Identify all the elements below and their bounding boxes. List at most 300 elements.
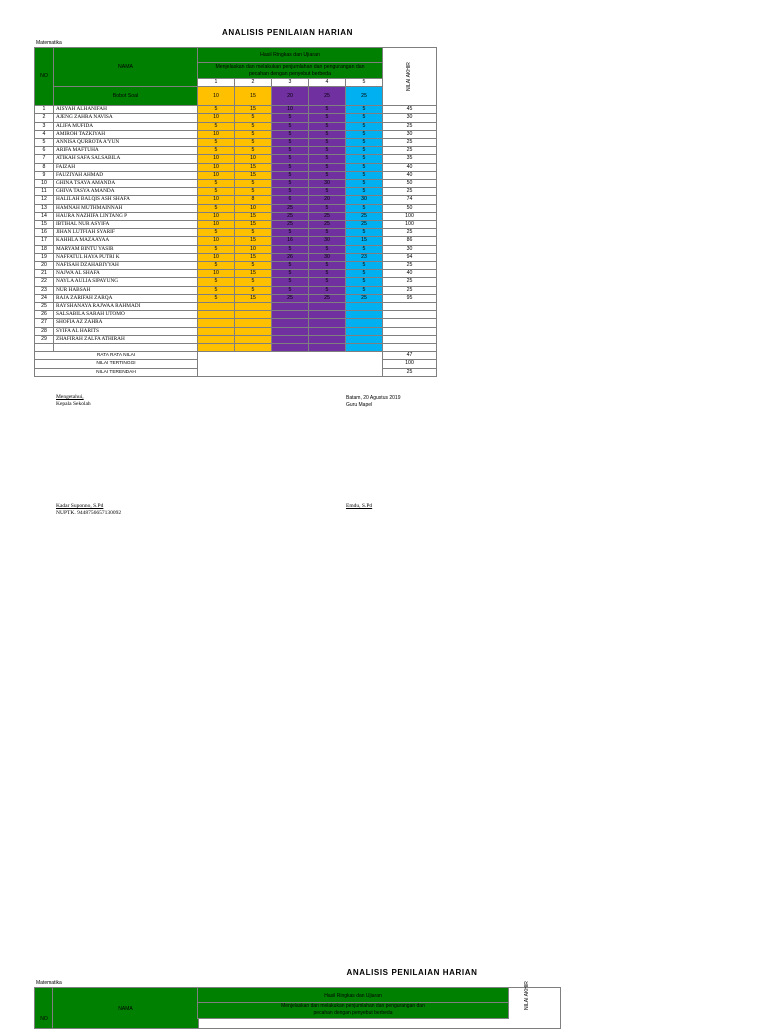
nilai-akhir: 40 xyxy=(383,270,437,278)
score-soal-3: 5 xyxy=(272,188,309,196)
nilai-akhir: 86 xyxy=(383,237,437,245)
score-soal-2: 15 xyxy=(235,163,272,171)
student-name: NAYLA AULIA SIPAYUNG xyxy=(54,278,198,286)
student-name: NAFFATUL HAYA PUTRI K xyxy=(54,253,198,261)
student-no: 29 xyxy=(35,335,54,343)
bobot-label: Bobot Soal xyxy=(54,87,198,106)
score-soal-5 xyxy=(346,327,383,335)
score-soal-2: 10 xyxy=(235,245,272,253)
score-soal-5: 5 xyxy=(346,262,383,270)
page2-subject: Matematika xyxy=(36,980,62,986)
score-soal-4: 5 xyxy=(309,262,346,270)
student-no: 8 xyxy=(35,163,54,171)
sig-left-block xyxy=(56,394,91,408)
page2-nama-header xyxy=(52,987,199,1029)
student-row xyxy=(35,180,437,188)
bobot-soal-2: 15 xyxy=(235,87,272,106)
score-soal-4: 5 xyxy=(309,114,346,122)
page2-no-header xyxy=(34,987,54,1029)
score-soal-4: 5 xyxy=(309,245,346,253)
score-soal-2: 15 xyxy=(235,294,272,302)
score-table xyxy=(34,47,437,377)
student-no: 13 xyxy=(35,204,54,212)
page2-kd-desc-line1: Menjelaskan dan melakukan penjumlahan dan pengurangan dan xyxy=(281,1003,425,1009)
student-no: 17 xyxy=(35,237,54,245)
student-row xyxy=(35,335,437,343)
student-row xyxy=(35,130,437,138)
summary-blank xyxy=(198,352,383,377)
page2-no-label: NO xyxy=(40,1016,48,1022)
score-soal-2: 5 xyxy=(235,229,272,237)
score-soal-2: 5 xyxy=(235,180,272,188)
score-soal-1: 5 xyxy=(198,180,235,188)
nilai-akhir: 25 xyxy=(383,278,437,286)
score-soal-2: 15 xyxy=(235,221,272,229)
score-soal-2: 15 xyxy=(235,212,272,220)
score-soal-1: 10 xyxy=(198,253,235,261)
summary-value: 47 xyxy=(383,352,437,360)
page-title: ANALISIS PENILAIAN HARIAN xyxy=(221,28,353,37)
sig-right-title: Guru Mapel xyxy=(346,402,373,408)
score-soal-3 xyxy=(272,303,309,311)
summary-label: NILAI TERTINGGI xyxy=(35,360,198,368)
score-soal-3: 5 xyxy=(272,130,309,138)
student-name: SALSABILA SARAH UTOMO xyxy=(54,311,198,319)
score-soal-4 xyxy=(309,303,346,311)
score-soal-1 xyxy=(198,303,235,311)
score-soal-2: 8 xyxy=(235,196,272,204)
score-soal-1: 5 xyxy=(198,262,235,270)
score-soal-2: 5 xyxy=(235,122,272,130)
score-soal-5 xyxy=(346,303,383,311)
student-name: JIHAN LUTFIAH SYARIF xyxy=(54,229,198,237)
score-soal-5: 5 xyxy=(346,180,383,188)
score-soal-2: 15 xyxy=(235,171,272,179)
student-row xyxy=(35,327,437,335)
spacer-row xyxy=(35,344,437,352)
summary-value: 100 xyxy=(383,360,437,368)
student-name: SHOFIA AZ ZAHRA xyxy=(54,319,198,327)
nilai-akhir: 25 xyxy=(383,188,437,196)
score-soal-1: 10 xyxy=(198,221,235,229)
page2-kd-header-text: Hasil Ringkas dan Ujiaran xyxy=(324,993,382,999)
nilai-akhir: 30 xyxy=(383,245,437,253)
nama-header: NAMA xyxy=(54,48,198,87)
student-row xyxy=(35,155,437,163)
student-row xyxy=(35,147,437,155)
score-soal-4: 5 xyxy=(309,106,346,114)
summary-label: NILAI TERENDAH xyxy=(35,368,198,376)
student-no: 3 xyxy=(35,122,54,130)
score-soal-1: 5 xyxy=(198,229,235,237)
student-row xyxy=(35,270,437,278)
score-soal-4: 30 xyxy=(309,253,346,261)
kd-desc-line2: pecahan dengan penyebut berbeda xyxy=(249,70,331,77)
student-no: 6 xyxy=(35,147,54,155)
score-soal-5: 5 xyxy=(346,114,383,122)
score-soal-5: 5 xyxy=(346,286,383,294)
student-name: HALILAH BALQIS ASH SHAFA xyxy=(54,196,198,204)
score-soal-1 xyxy=(198,311,235,319)
score-soal-5: 25 xyxy=(346,294,383,302)
nilai-akhir: 25 xyxy=(383,286,437,294)
student-row xyxy=(35,196,437,204)
score-soal-2: 15 xyxy=(235,253,272,261)
student-name: IBTIHAL NUR ASYIFA xyxy=(54,221,198,229)
student-name: HAMNAH MUTHMAINNAH xyxy=(54,204,198,212)
student-no: 28 xyxy=(35,327,54,335)
student-row xyxy=(35,114,437,122)
kd-description xyxy=(198,63,383,79)
nilai-akhir xyxy=(383,327,437,335)
score-soal-3: 5 xyxy=(272,122,309,130)
student-row xyxy=(35,188,437,196)
nilai-akhir: 40 xyxy=(383,163,437,171)
score-soal-4: 5 xyxy=(309,229,346,237)
student-name: AJENG ZAHRA NAVISA xyxy=(54,114,198,122)
score-soal-5: 5 xyxy=(346,163,383,171)
score-soal-5: 5 xyxy=(346,245,383,253)
score-soal-5: 23 xyxy=(346,253,383,261)
score-soal-2 xyxy=(235,327,272,335)
score-soal-1: 10 xyxy=(198,114,235,122)
score-soal-1: 10 xyxy=(198,163,235,171)
student-name: RAYSHANAYA RAJWAA RAHMADI xyxy=(54,303,198,311)
score-soal-3: 5 xyxy=(272,155,309,163)
student-no: 25 xyxy=(35,303,54,311)
score-soal-3: 5 xyxy=(272,286,309,294)
score-soal-4: 25 xyxy=(309,221,346,229)
nilai-akhir xyxy=(383,311,437,319)
sig-left-name-block xyxy=(56,503,121,517)
score-soal-3: 25 xyxy=(272,212,309,220)
score-soal-3: 5 xyxy=(272,262,309,270)
student-name: MARYAM BINTU YASIR xyxy=(54,245,198,253)
score-soal-4 xyxy=(309,327,346,335)
sig-left-id: NUPTK. 9448756657130092 xyxy=(56,510,122,516)
score-soal-1: 5 xyxy=(198,286,235,294)
student-no: 15 xyxy=(35,221,54,229)
score-soal-1: 10 xyxy=(198,171,235,179)
nilai-akhir xyxy=(383,319,437,327)
soal-number-1: 1 xyxy=(198,79,235,87)
score-soal-3: 25 xyxy=(272,294,309,302)
score-soal-2: 5 xyxy=(235,130,272,138)
student-row xyxy=(35,319,437,327)
student-no: 16 xyxy=(35,229,54,237)
nilai-akhir: 30 xyxy=(383,114,437,122)
student-name: ARIFA MAFTUHA xyxy=(54,147,198,155)
page2-nilai-akhir-label: NILAI AKHIR xyxy=(524,981,530,1010)
score-soal-3: 25 xyxy=(272,221,309,229)
student-no: 14 xyxy=(35,212,54,220)
page2-title xyxy=(0,968,768,977)
score-soal-3: 16 xyxy=(272,237,309,245)
score-soal-2: 10 xyxy=(235,204,272,212)
nilai-akhir: 25 xyxy=(383,229,437,237)
student-name: NUR HABSAH xyxy=(54,286,198,294)
student-row xyxy=(35,212,437,220)
score-soal-3: 5 xyxy=(272,180,309,188)
student-row xyxy=(35,253,437,261)
score-soal-5 xyxy=(346,319,383,327)
student-row xyxy=(35,294,437,302)
score-soal-2: 5 xyxy=(235,286,272,294)
score-soal-4: 5 xyxy=(309,171,346,179)
score-soal-3: 5 xyxy=(272,229,309,237)
student-no: 23 xyxy=(35,286,54,294)
score-soal-3: 6 xyxy=(272,196,309,204)
score-soal-1 xyxy=(198,319,235,327)
sig-left-name: Kadar Suponno, S.Pd xyxy=(56,503,104,509)
student-name: KAHHLA MAZAAYAA xyxy=(54,237,198,245)
score-soal-4: 5 xyxy=(309,278,346,286)
score-soal-3: 5 xyxy=(272,139,309,147)
page2-nama-label: NAMA xyxy=(118,1006,133,1012)
nilai-akhir: 25 xyxy=(383,262,437,270)
score-soal-1: 5 xyxy=(198,147,235,155)
score-soal-4: 5 xyxy=(309,147,346,155)
score-soal-2 xyxy=(235,319,272,327)
score-soal-2 xyxy=(235,303,272,311)
score-soal-1 xyxy=(198,327,235,335)
nilai-akhir-header xyxy=(383,48,437,106)
student-row xyxy=(35,286,437,294)
score-soal-3: 5 xyxy=(272,147,309,155)
sig-left-line1: Mengetahui, xyxy=(56,394,84,400)
score-soal-4: 5 xyxy=(309,163,346,171)
score-soal-3: 10 xyxy=(272,106,309,114)
student-name: FAIZAH xyxy=(54,163,198,171)
score-soal-3: 5 xyxy=(272,163,309,171)
bobot-soal-3: 20 xyxy=(272,87,309,106)
student-name: ATIKAH SAFA SALSABILA xyxy=(54,155,198,163)
student-no: 26 xyxy=(35,311,54,319)
student-row xyxy=(35,106,437,114)
score-soal-5: 5 xyxy=(346,204,383,212)
score-soal-4 xyxy=(309,319,346,327)
score-soal-1 xyxy=(198,335,235,343)
score-soal-4: 25 xyxy=(309,212,346,220)
student-name: AISYAH ALHANIFAH xyxy=(54,106,198,114)
score-soal-4 xyxy=(309,335,346,343)
student-row xyxy=(35,262,437,270)
subject-label: Matematika xyxy=(36,40,62,46)
nilai-akhir: 95 xyxy=(383,294,437,302)
student-no: 2 xyxy=(35,114,54,122)
score-soal-4: 5 xyxy=(309,270,346,278)
score-soal-2: 5 xyxy=(235,114,272,122)
nilai-akhir xyxy=(383,335,437,343)
score-soal-1: 5 xyxy=(198,245,235,253)
score-soal-1: 5 xyxy=(198,204,235,212)
student-name: FAUZIYAH AHMAD xyxy=(54,171,198,179)
score-soal-5: 5 xyxy=(346,106,383,114)
student-name: GHIVA TASYA AMANDA xyxy=(54,188,198,196)
page2-title-text: ANALISIS PENILAIAN HARIAN xyxy=(346,968,478,977)
score-soal-2: 5 xyxy=(235,147,272,155)
score-soal-5: 5 xyxy=(346,270,383,278)
score-soal-3 xyxy=(272,335,309,343)
student-no: 4 xyxy=(35,130,54,138)
score-soal-4: 30 xyxy=(309,237,346,245)
bobot-soal-5: 25 xyxy=(346,87,383,106)
score-soal-2: 15 xyxy=(235,237,272,245)
score-soal-5: 5 xyxy=(346,130,383,138)
sig-right-name: Emdu, S.Pd xyxy=(346,503,373,509)
nilai-akhir: 50 xyxy=(383,180,437,188)
score-soal-5: 5 xyxy=(346,155,383,163)
score-soal-5: 5 xyxy=(346,278,383,286)
score-soal-2: 5 xyxy=(235,139,272,147)
score-soal-1: 10 xyxy=(198,237,235,245)
soal-number-3: 3 xyxy=(272,79,309,87)
score-soal-5: 5 xyxy=(346,139,383,147)
page2-kd-desc-line2: pecahan dengan penyebut berbeda xyxy=(313,1009,393,1016)
score-soal-2: 5 xyxy=(235,262,272,270)
kd-desc-line1: Menjelaskan dan melakukan penjumlahan dan pengurangan dan xyxy=(215,64,365,70)
score-soal-3: 5 xyxy=(272,270,309,278)
student-row xyxy=(35,229,437,237)
score-soal-5 xyxy=(346,335,383,343)
student-name: ZHAFIRAH ZALFA ATHIRAH xyxy=(54,335,198,343)
student-no: 22 xyxy=(35,278,54,286)
soal-number-4: 4 xyxy=(309,79,346,87)
student-row xyxy=(35,163,437,171)
sig-right-block xyxy=(346,395,400,409)
student-no: 10 xyxy=(35,180,54,188)
score-soal-5: 5 xyxy=(346,229,383,237)
student-row xyxy=(35,303,437,311)
score-soal-2: 15 xyxy=(235,270,272,278)
nilai-akhir xyxy=(383,303,437,311)
student-row xyxy=(35,278,437,286)
score-soal-5: 25 xyxy=(346,212,383,220)
student-name: HAURA NAZHIFA LINTANG P xyxy=(54,212,198,220)
score-soal-5 xyxy=(346,311,383,319)
score-soal-4: 5 xyxy=(309,286,346,294)
bobot-soal-1: 10 xyxy=(198,87,235,106)
nilai-akhir: 25 xyxy=(383,122,437,130)
sig-right-place-date: Batam, 20 Agustus 2019 xyxy=(346,395,401,401)
student-no: 12 xyxy=(35,196,54,204)
score-soal-1: 5 xyxy=(198,122,235,130)
score-soal-5: 5 xyxy=(346,188,383,196)
score-soal-2: 15 xyxy=(235,106,272,114)
score-soal-4 xyxy=(309,311,346,319)
nilai-akhir: 74 xyxy=(383,196,437,204)
nilai-akhir: 40 xyxy=(383,171,437,179)
student-no: 27 xyxy=(35,319,54,327)
score-soal-3: 26 xyxy=(272,253,309,261)
score-soal-1: 10 xyxy=(198,155,235,163)
student-no: 1 xyxy=(35,106,54,114)
student-name: SYIFA AL HARITS xyxy=(54,327,198,335)
kd-header: Hasil Ringkas dan Ujiaran xyxy=(198,48,383,63)
score-soal-2: 10 xyxy=(235,155,272,163)
score-soal-1: 10 xyxy=(198,196,235,204)
score-soal-3: 5 xyxy=(272,278,309,286)
nilai-akhir: 100 xyxy=(383,221,437,229)
nilai-akhir: 25 xyxy=(383,139,437,147)
score-soal-4: 5 xyxy=(309,204,346,212)
score-soal-1: 10 xyxy=(198,212,235,220)
score-soal-3 xyxy=(272,311,309,319)
nilai-akhir: 50 xyxy=(383,204,437,212)
score-soal-3: 5 xyxy=(272,245,309,253)
student-no: 24 xyxy=(35,294,54,302)
score-soal-4: 5 xyxy=(309,122,346,130)
student-no: 7 xyxy=(35,155,54,163)
student-name: NAJWA AL SHAFA xyxy=(54,270,198,278)
soal-number-5: 5 xyxy=(346,79,383,87)
score-soal-5: 15 xyxy=(346,237,383,245)
score-soal-4: 5 xyxy=(309,155,346,163)
score-soal-4: 5 xyxy=(309,130,346,138)
nilai-akhir: 35 xyxy=(383,155,437,163)
score-soal-5: 25 xyxy=(346,221,383,229)
score-soal-5: 5 xyxy=(346,147,383,155)
summary-label: RATA RATA NILAI xyxy=(35,352,198,360)
score-soal-4: 30 xyxy=(309,180,346,188)
score-soal-2: 5 xyxy=(235,188,272,196)
student-no: 11 xyxy=(35,188,54,196)
nilai-akhir: 25 xyxy=(383,147,437,155)
nilai-akhir: 100 xyxy=(383,212,437,220)
student-row xyxy=(35,204,437,212)
bobot-soal-4: 25 xyxy=(309,87,346,106)
student-row xyxy=(35,237,437,245)
summary-value: 25 xyxy=(383,368,437,376)
score-soal-3 xyxy=(272,319,309,327)
score-soal-4: 5 xyxy=(309,139,346,147)
sig-left-line2: Kepala Sekolah xyxy=(56,401,91,407)
student-name: AMIROH TAZKIYAH xyxy=(54,130,198,138)
student-name: RAJA ZARIFAH ZARQA xyxy=(54,294,198,302)
student-name: ANNISA QURROTA A'YUN xyxy=(54,139,198,147)
no-header: NO xyxy=(35,48,54,106)
score-soal-1: 5 xyxy=(198,139,235,147)
student-no: 9 xyxy=(35,171,54,179)
nilai-akhir: 30 xyxy=(383,130,437,138)
score-soal-4: 20 xyxy=(309,196,346,204)
student-name: ALIFA MUFIDA xyxy=(54,122,198,130)
student-row xyxy=(35,221,437,229)
student-name: NAFISAH DZAHABIYYAH xyxy=(54,262,198,270)
score-soal-5: 5 xyxy=(346,171,383,179)
student-row xyxy=(35,122,437,130)
student-row xyxy=(35,171,437,179)
student-no: 5 xyxy=(35,139,54,147)
summary-row xyxy=(35,352,437,360)
score-soal-2 xyxy=(235,335,272,343)
score-soal-1: 5 xyxy=(198,106,235,114)
student-row xyxy=(35,139,437,147)
student-no: 21 xyxy=(35,270,54,278)
score-soal-1: 10 xyxy=(198,130,235,138)
student-no: 18 xyxy=(35,245,54,253)
score-soal-5: 30 xyxy=(346,196,383,204)
score-soal-5: 5 xyxy=(346,122,383,130)
score-soal-1: 5 xyxy=(198,278,235,286)
student-row xyxy=(35,245,437,253)
score-soal-1: 10 xyxy=(198,270,235,278)
score-soal-3: 5 xyxy=(272,171,309,179)
score-soal-2 xyxy=(235,311,272,319)
student-no: 19 xyxy=(35,253,54,261)
score-soal-1: 5 xyxy=(198,294,235,302)
nilai-akhir: 94 xyxy=(383,253,437,261)
